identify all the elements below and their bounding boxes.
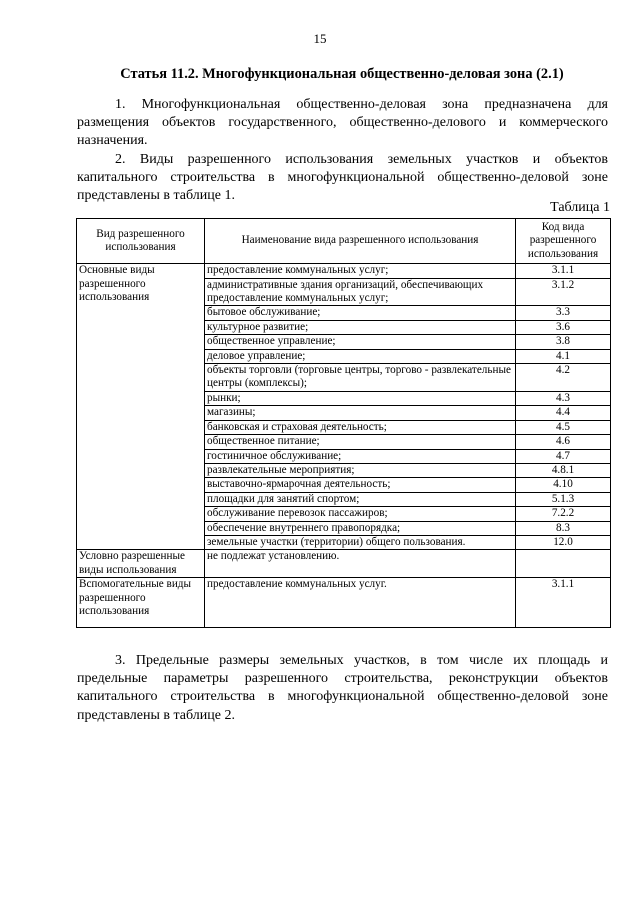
use-code-cell: 12.0 bbox=[516, 535, 611, 549]
use-code-cell: 4.10 bbox=[516, 478, 611, 492]
use-name-cell: общественное питание; bbox=[205, 435, 516, 449]
table-body bbox=[77, 264, 611, 628]
use-name-cell: выставочно-ярмарочная деятельность; bbox=[205, 478, 516, 492]
table-row bbox=[77, 264, 611, 278]
use-name-cell: не подлежат установлению. bbox=[205, 550, 516, 578]
use-code-cell: 3.1.2 bbox=[516, 278, 611, 306]
use-code-cell: 4.1 bbox=[516, 349, 611, 363]
group-label: Основные виды разрешенного использования bbox=[77, 264, 205, 550]
use-code-cell: 3.8 bbox=[516, 335, 611, 349]
intro-paragraphs bbox=[77, 96, 608, 205]
use-code-cell: 3.1.1 bbox=[516, 264, 611, 278]
use-code-cell: 4.4 bbox=[516, 406, 611, 420]
header-use-name: Наименование вида разрешенного использования bbox=[205, 219, 516, 264]
use-name-cell: административные здания организаций, обеспечивающих предоставление коммунальных услуг; bbox=[205, 278, 516, 306]
use-name-cell: предоставление коммунальных услуг. bbox=[205, 578, 516, 628]
use-name-cell: магазины; bbox=[205, 406, 516, 420]
use-name-cell: земельные участки (территории) общего пользования. bbox=[205, 535, 516, 549]
use-code-cell: 8.3 bbox=[516, 521, 611, 535]
closing-section bbox=[77, 652, 608, 725]
use-name-cell: банковская и страховая деятельность; bbox=[205, 420, 516, 434]
use-name-cell: обеспечение внутреннего правопорядка; bbox=[205, 521, 516, 535]
use-code-cell: 4.7 bbox=[516, 449, 611, 463]
page-number: 15 bbox=[313, 31, 327, 46]
use-code-cell: 4.2 bbox=[516, 364, 611, 392]
use-name-cell: развлекательные мероприятия; bbox=[205, 463, 516, 477]
paragraph-2: 2. Виды разрешенного использования земельных участков и объектов капитального строительства в многофункциональной общественно-деловой зоне представлены в таблице 1. bbox=[77, 151, 608, 204]
paragraph-1: 1. Многофункциональная общественно-деловая зона предназначена для размещения объектов государственного, общественно-делового и коммерческого назначения. bbox=[77, 97, 608, 149]
header-use-type: Вид разрешенного использования bbox=[77, 219, 205, 264]
article-title: Статья 11.2. Многофункциональная общественно-деловая зона (2.1) bbox=[120, 66, 564, 82]
header-use-code: Код вида разрешенного использования bbox=[516, 219, 611, 264]
table-caption: Таблица 1 bbox=[550, 200, 610, 215]
use-code-cell bbox=[516, 550, 611, 578]
paragraph-3: 3. Предельные размеры земельных участков, в том числе их площадь и предельные параметры разрешенного строительства, реконструкции объектов капитального строительства в многофункциональной общественно-деловой зоне представлены в таблице 2. bbox=[77, 653, 608, 723]
use-code-cell: 4.8.1 bbox=[516, 463, 611, 477]
use-code-cell: 4.5 bbox=[516, 420, 611, 434]
table-row bbox=[77, 578, 611, 628]
use-code-cell: 4.3 bbox=[516, 391, 611, 405]
use-name-cell: предоставление коммунальных услуг; bbox=[205, 264, 516, 278]
use-code-cell: 7.2.2 bbox=[516, 507, 611, 521]
use-code-cell: 3.1.1 bbox=[516, 578, 611, 628]
use-code-cell: 3.6 bbox=[516, 320, 611, 334]
group-label: Условно разрешенные виды использования bbox=[77, 550, 205, 578]
use-name-cell: бытовое обслуживание; bbox=[205, 306, 516, 320]
use-name-cell: общественное управление; bbox=[205, 335, 516, 349]
use-name-cell: обслуживание перевозок пассажиров; bbox=[205, 507, 516, 521]
use-name-cell: площадки для занятий спортом; bbox=[205, 492, 516, 506]
use-name-cell: деловое управление; bbox=[205, 349, 516, 363]
use-code-cell: 3.3 bbox=[516, 306, 611, 320]
use-name-cell: объекты торговли (торговые центры, торгово - развлекательные центры (комплексы); bbox=[205, 364, 516, 392]
use-name-cell: культурное развитие; bbox=[205, 320, 516, 334]
group-label: Вспомогательные виды разрешенного использования bbox=[77, 578, 205, 628]
land-use-table bbox=[76, 218, 611, 628]
use-name-cell: рынки; bbox=[205, 391, 516, 405]
use-code-cell: 4.6 bbox=[516, 435, 611, 449]
use-name-cell: гостиничное обслуживание; bbox=[205, 449, 516, 463]
table-row bbox=[77, 550, 611, 578]
use-code-cell: 5.1.3 bbox=[516, 492, 611, 506]
